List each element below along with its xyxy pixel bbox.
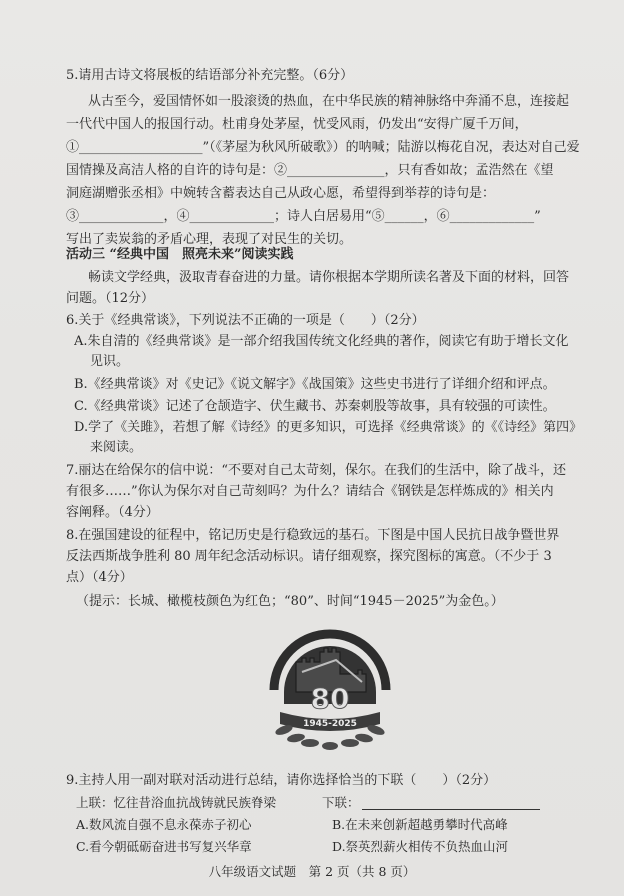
q8-line: 点）（4分） <box>66 570 133 585</box>
q6-option-c: C.《经典常谈》记述了仓颉造字、伏生藏书、苏秦刺股等故事，具有较强的可读性。 <box>74 399 556 414</box>
logo-number: 80 <box>310 682 350 715</box>
q5-paragraph-line: 写出了卖炭翁的矛盾心理，表现了对民生的关切。 <box>66 232 353 247</box>
victory-80th-anniversary-emblem <box>262 612 398 752</box>
q8-line: 反法西斯战争胜利 80 周年纪念活动标识。请仔细观察，探究图标的寓意。（不少于 3 <box>66 549 552 564</box>
q5-paragraph-line: 洞庭湖赠张丞相》中婉转含蓄表达自己从政心愿，希望得到举荐的诗句是： <box>66 186 496 201</box>
q9-lower-label: 下联： <box>322 795 360 810</box>
q9-answer-line <box>362 809 540 810</box>
q6-option-a: A.朱自清的《经典常谈》是一部介绍我国传统文化经典的著作，阅读它有助于增长文化 <box>74 334 569 349</box>
q5-paragraph-line: 一代代中国人的报国行动。杜甫身处茅屋，忧受风雨，仍发出“安得广厦千万间， <box>66 117 528 132</box>
q5-paragraph-line: ③_____________，④_____________；诗人白居易用“⑤______，⑥_____________” <box>66 209 541 224</box>
q5-paragraph-line: 国情操及高洁人格的自许的诗句是：②_______________，只有香如故；孟浩然在《望 <box>66 163 554 178</box>
logo-years: 1945-2025 <box>303 719 357 729</box>
q9-option-a: A.数风流自强不息永葆赤子初心 <box>76 817 252 832</box>
q6-option-d: D.学了《关雎》，若想了解《诗经》的更多知识，可选择《经典常谈》的《《诗经》第四》 <box>74 420 583 435</box>
q5-paragraph-line: 从古至今，爱国情怀如一股滚烫的热血，在中华民族的精神脉络中奔涌不息，连接起 <box>88 94 570 109</box>
activity3-intro: 问题。（12分） <box>66 291 155 306</box>
activity3-title: 活动三 “经典中国 照亮未来”阅读实践 <box>66 247 294 262</box>
q7-line: 7.丽达在给保尔的信中说：“不要对自己太苛刻，保尔。在我们的生活中，除了战斗，还 <box>66 463 567 478</box>
q8-line: 8.在强国建设的征程中，铭记历史是行稳致远的基石。下图是中国人民抗日战争暨世界 <box>66 528 560 543</box>
activity3-intro: 畅读文学经典，汲取青春奋进的力量。请你根据本学期所读名著及下面的材料，回答 <box>88 270 570 285</box>
q6-option-a-cont: 见识。 <box>90 354 130 369</box>
q5-paragraph-line: ①___________________”（《茅屋为秋风所破歌》）的呐喊；陆游以梅花自况，表达对自己爱 <box>66 140 580 155</box>
q7-line: 有很多……”你认为保尔对自己苛刻吗？为什么？请结合《钢铁是怎样炼成的》相关内 <box>66 484 554 499</box>
q9-option-b: B.在未来创新超越勇攀时代高峰 <box>332 817 508 832</box>
q9-stem: 9.主持人用一副对联对活动进行总结，请你选择恰当的下联（ ）（2分） <box>66 773 497 788</box>
q5-title: 5.请用古诗文将展板的结语部分补充完整。（6分） <box>66 68 354 83</box>
q8-hint: （提示：长城、橄榄枝颜色为红色；“80”、时间“1945－2025”为金色。） <box>76 594 504 609</box>
q6-stem: 6.关于《经典常谈》，下列说法不正确的一项是（ ）（2分） <box>66 313 425 328</box>
page-footer: 八年级语文试题 第 2 页（共 8 页） <box>208 864 416 879</box>
q6-option-b: B.《经典常谈》对《史记》《说文解字》《战国策》这些史书进行了详细介绍和评点。 <box>74 377 556 392</box>
q9-option-c: C.看今朝砥砺奋进书写复兴华章 <box>76 839 252 854</box>
q9-option-d: D.祭英烈薪火相传不负热血山河 <box>332 839 509 854</box>
q7-line: 容阐释。（4分） <box>66 505 159 520</box>
q9-upper-couplet: 上联：忆往昔浴血抗战铸就民族脊梁 <box>76 795 277 810</box>
q6-option-d-cont: 来阅读。 <box>90 440 143 455</box>
